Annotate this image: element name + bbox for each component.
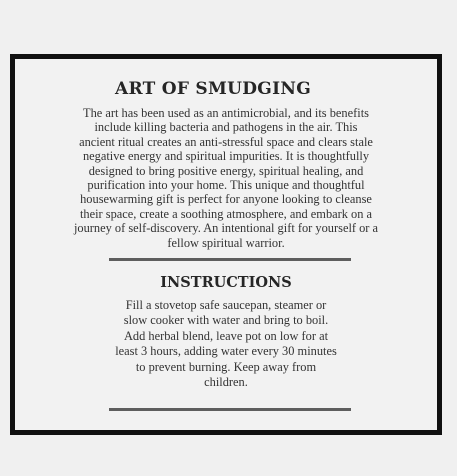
instructions-line: to prevent burning. Keep away from — [135, 359, 317, 374]
instructions-line: least 3 hours, adding water every 30 minutes — [115, 344, 337, 359]
instructions-line: slow cooker with water and bring to boil. — [123, 313, 329, 328]
description-line: fellow spiritual warrior. — [167, 235, 285, 250]
instructions-line: Add herbal blend, leave pot on low for at — [123, 328, 329, 343]
smudging-card — [10, 54, 442, 435]
description-line: journey of self-discovery. An intentional gift for yourself or a — [73, 221, 379, 236]
bottom-divider — [109, 408, 351, 411]
description-line: purification into your home. This unique and thoughtful — [87, 178, 365, 193]
card-title: ART OF SMUDGING — [114, 79, 312, 99]
instructions-text — [77, 298, 375, 390]
description-line: negative energy and spiritual impurities. It is thoughtfully — [82, 149, 370, 164]
description-line: their space, create a soothing atmosphere, and embark on a — [79, 206, 373, 221]
instructions-line: Fill a stovetop safe saucepan, steamer or — [125, 298, 327, 312]
description-text — [21, 106, 431, 250]
description-line: designed to bring positive energy, spiritual healing, and — [88, 163, 364, 178]
instructions-title: INSTRUCTIONS — [160, 274, 292, 291]
section-divider — [109, 258, 351, 261]
instructions-line: children. — [204, 375, 248, 390]
description-line: ancient ritual creates an anti-stressful space and clears stale — [79, 134, 373, 149]
description-line: The art has been used as an antimicrobial, and its benefits — [83, 106, 369, 120]
description-line: include killing bacteria and pathogens in the air. This — [94, 120, 358, 135]
description-line: housewarming gift is perfect for anyone looking to cleanse — [80, 192, 372, 207]
